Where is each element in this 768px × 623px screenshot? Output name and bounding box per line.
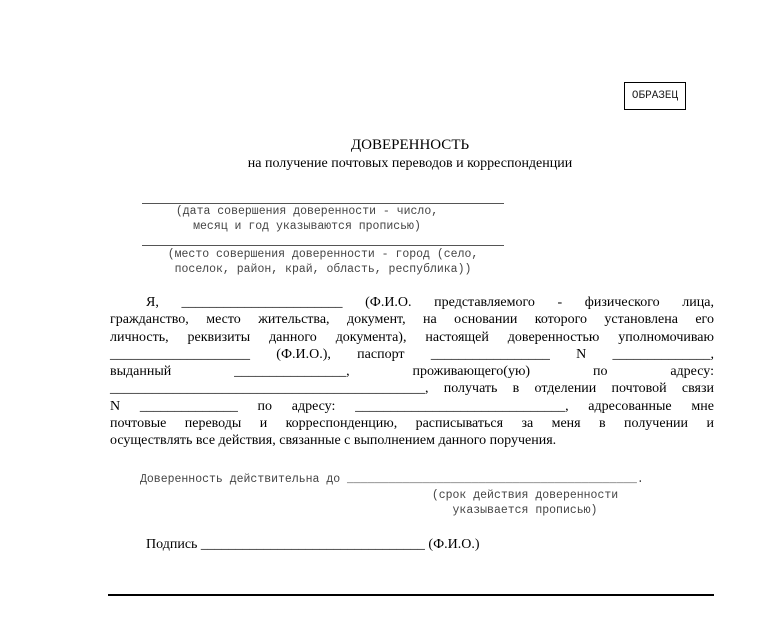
- place-line: [142, 245, 504, 246]
- paragraph-word: отделении: [534, 381, 597, 397]
- body-paragraph: [110, 294, 714, 450]
- signature-blank: ________________________________: [200, 537, 425, 552]
- valid-until-label: Доверенность действительна до: [140, 473, 348, 486]
- paragraph-word: осуществлять все действия, связанные с выполнением данного поручения.: [110, 433, 557, 449]
- paragraph-word: физического: [584, 295, 660, 310]
- paragraph-word: проживающего(ую): [412, 364, 531, 380]
- paragraph-word: личность,: [110, 329, 169, 345]
- paragraph-word: _____________________________________________,: [110, 381, 429, 397]
- paragraph-word: ______________________________,: [355, 398, 569, 414]
- signature-fio: (Ф.И.О.): [424, 537, 480, 552]
- paragraph-word: _________________: [430, 346, 550, 362]
- paragraph-word: ________________,: [234, 364, 350, 380]
- paragraph-word: N: [576, 346, 587, 362]
- paragraph-word: почтовые: [110, 416, 167, 432]
- paragraph-word: лица,: [682, 295, 714, 310]
- paragraph-line: [110, 346, 714, 363]
- paragraph-word: по: [592, 364, 608, 380]
- paragraph-word: связи: [681, 381, 714, 397]
- paragraph-word: паспорт: [357, 346, 405, 362]
- paragraph-word: получении: [624, 416, 689, 432]
- paragraph-word: ______________,: [612, 346, 714, 362]
- paragraph-word: мне: [691, 398, 714, 414]
- paragraph-word: основании: [454, 312, 518, 328]
- paragraph-word: его: [695, 312, 714, 328]
- signature-row: [146, 537, 480, 553]
- paragraph-line: [110, 311, 714, 328]
- bottom-rule: [108, 594, 714, 596]
- paragraph-word: за: [521, 416, 534, 432]
- paragraph-word: гражданство,: [110, 312, 189, 328]
- paragraph-word: на: [423, 312, 437, 328]
- sample-stamp: ОБРАЗЕЦ: [624, 82, 686, 110]
- paragraph-word: настоящей: [425, 329, 489, 345]
- valid-until-row: [140, 473, 644, 486]
- valid-until-blank: __________________________________________.: [347, 473, 644, 486]
- paragraph-word: _______________________: [181, 295, 343, 310]
- paragraph-line: [110, 398, 714, 415]
- paragraph-word: (Ф.И.О.),: [276, 346, 331, 362]
- paragraph-line: [110, 329, 714, 346]
- document-subtitle: на получение почтовых переводов и корреспонденции: [247, 156, 573, 171]
- paragraph-word: жительства,: [258, 312, 330, 328]
- paragraph-word: корреспонденцию,: [285, 416, 398, 432]
- paragraph-line: [110, 380, 714, 397]
- paragraph-word: адресованные: [588, 398, 672, 414]
- paragraph-line: [110, 432, 714, 449]
- paragraph-word: доверенностью: [507, 329, 600, 345]
- paragraph-word: переводы: [184, 416, 242, 432]
- paragraph-word: N: [110, 398, 121, 414]
- paragraph-word: почтовой: [611, 381, 667, 397]
- paragraph-word: адресу:: [670, 364, 714, 380]
- paragraph-word: (Ф.И.О.: [365, 295, 412, 310]
- document-title: ДОВЕРЕННОСТЬ: [350, 137, 470, 153]
- paragraph-word: и: [259, 416, 268, 432]
- paragraph-word: адресу:: [291, 398, 336, 414]
- paragraph-word: представляемого: [434, 295, 535, 310]
- paragraph-word: которого: [534, 312, 587, 328]
- paragraph-word: уполномочиваю: [618, 329, 714, 345]
- paragraph-line: [110, 363, 714, 380]
- paragraph-word: в: [599, 416, 606, 432]
- paragraph-word: в: [512, 381, 520, 397]
- paragraph-word: Я,: [146, 295, 159, 310]
- paragraph-word: реквизиты: [187, 329, 251, 345]
- paragraph-word: установлена: [604, 312, 678, 328]
- paragraph-word: ______________: [139, 398, 238, 414]
- paragraph-word: документ,: [346, 312, 406, 328]
- paragraph-word: документа),: [335, 329, 407, 345]
- paragraph-word: место: [206, 312, 241, 328]
- paragraph-word: ____________________: [110, 346, 250, 362]
- paragraph-word: данного: [269, 329, 317, 345]
- paragraph-word: -: [557, 295, 563, 310]
- paragraph-word: выданный: [110, 364, 172, 380]
- paragraph-word: и: [706, 416, 714, 432]
- date-caption: (дата совершения доверенности - число, месяц и год указываются прописью): [175, 205, 439, 233]
- paragraph-word: по: [257, 398, 273, 414]
- paragraph-word: меня: [551, 416, 581, 432]
- paragraph-line: [110, 415, 714, 432]
- valid-until-caption: (срок действия доверенности указывается прописью): [431, 489, 619, 517]
- signature-label: Подпись: [146, 537, 201, 552]
- paragraph-word: расписываться: [415, 416, 504, 432]
- paragraph-line: [110, 294, 714, 311]
- paragraph-word: получать: [443, 381, 498, 397]
- place-caption: (место совершения доверенности - город (село, поселок, район, край, область, республика)): [167, 248, 479, 276]
